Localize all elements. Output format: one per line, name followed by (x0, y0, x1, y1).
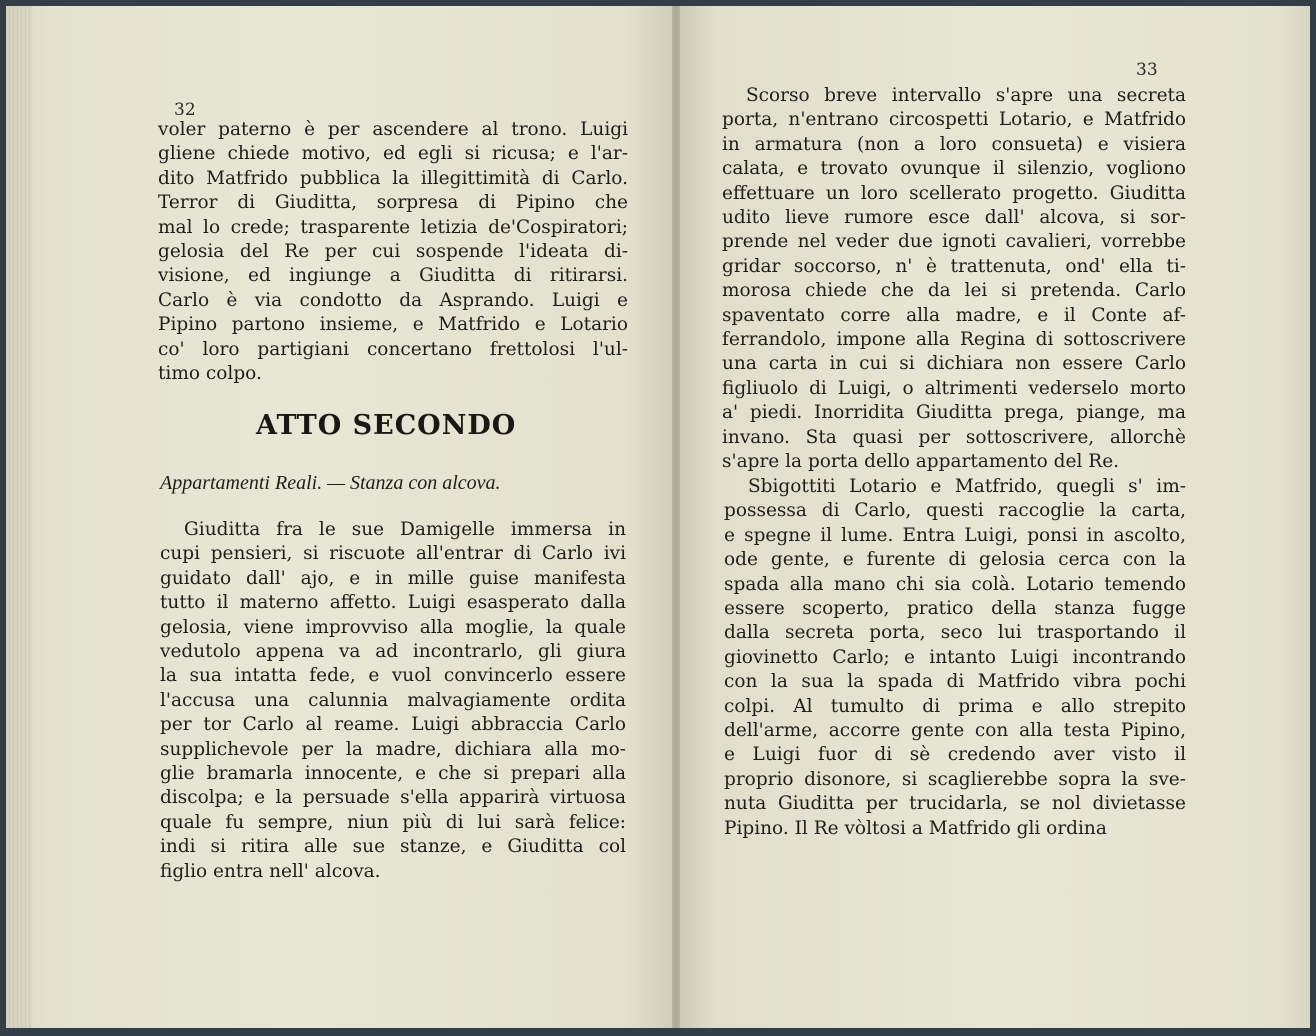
text-line: in armatura (non a loro consueta) e visiera (722, 133, 1186, 155)
text-line: e spegne il lume. Entra Luigi, ponsi in ascolto, (724, 524, 1186, 546)
text-line: tutto il materno affetto. Luigi esasperato dalla (160, 592, 626, 614)
text-line: Pipino partono insieme, e Matfrido e Lotario (158, 314, 628, 336)
text-line: supplichevole per la madre, dichiara alla mo- (160, 738, 626, 760)
text-line: voler paterno è per ascendere al trono. Luigi (158, 119, 628, 140)
text-line: s'apre la porta dello appartamento del Re. (722, 451, 1120, 473)
text-line: spaventato corre alla madre, e il Conte af- (722, 304, 1186, 326)
left-paragraph-2 (160, 518, 626, 884)
text-line: mal lo crede; trasparente letizia de'Cospiratori; (158, 216, 628, 238)
text-line: visione, ed ingiunge a Giuditta di ritirarsi. (158, 265, 628, 287)
page-edges (6, 6, 32, 1028)
text-line: vedutolo appena va ad incontrarlo, gli giura (160, 641, 626, 663)
text-line: nuta Giuditta per trucidarla, se nol divietasse (724, 793, 1186, 815)
text-line: porta, n'entrano circospetti Lotario, e Matfrido (722, 109, 1186, 131)
right-page-number: 33 (1136, 60, 1158, 80)
text-line: la sua intatta fede, e vuol convincerlo essere (160, 665, 626, 687)
text-line: giovinetto Carlo; e intanto Luigi incontrando (724, 646, 1186, 668)
text-line: l'accusa una calunnia malvagiamente ordita (160, 689, 626, 711)
text-line: cupi pensieri, si riscuote all'entrar di Carlo ivi (160, 543, 626, 565)
text-line: ode gente, e furente di gelosia cerca con la (724, 549, 1186, 571)
text-line: dell'arme, accorre gente con alla testa Pipino, (724, 720, 1186, 742)
text-line: Scorso breve intervallo s'apre una secreta (746, 85, 1186, 106)
book-gutter (672, 6, 680, 1028)
text-line: figliuolo di Luigi, o altrimenti vederselo morto (722, 377, 1186, 399)
text-line: prende nel veder due ignoti cavalieri, vorrebbe (722, 231, 1186, 253)
text-line: Pipino. Il Re vòltosi a Matfrido gli ordina (724, 817, 1107, 839)
text-line: colpi. Al tumulto di prima e allo strepito (724, 695, 1186, 717)
text-line: guidato dall' ajo, e in mille guise manifesta (160, 567, 626, 589)
text-line: effettuare un loro scellerato progetto. Giuditta (722, 182, 1186, 204)
text-line: calata, e trovato ovunque il silenzio, vogliono (722, 158, 1186, 180)
text-line: dito Matfrido pubblica la illegittimità di Carlo. (158, 167, 628, 189)
text-line: timo colpo. (158, 363, 262, 385)
text-line: invano. Sta quasi per sottoscrivere, allorchè (722, 426, 1186, 448)
text-line: quale fu sempre, niun più di lui sarà felice: (160, 811, 626, 833)
text-line: possessa di Carlo, questi raccoglie la carta, (724, 500, 1186, 522)
text-line: per tor Carlo al reame. Luigi abbraccia Carlo (160, 714, 626, 736)
text-line: co' loro partigiani concertano frettolosi l'ul- (158, 338, 628, 360)
text-line: e Luigi fuor di sè credendo aver visto il (724, 744, 1186, 766)
right-paragraph-2 (724, 475, 1186, 841)
text-line: glie bramarla innocente, e che si prepari alla (160, 763, 626, 785)
text-line: essere scoperto, pratico della stanza fugge (724, 598, 1186, 620)
text-line: gridar soccorso, n' è trattenuta, ond' ella ti- (722, 255, 1186, 277)
text-line: dalla secreta porta, seco lui trasportando il (724, 622, 1186, 644)
act-heading: ATTO SECONDO (256, 410, 517, 441)
text-line: discolpa; e la persuade s'ella apparirà virtuosa (160, 787, 626, 809)
text-line: gliene chiede motivo, ed egli si ricusa; e l'ar- (158, 143, 628, 165)
text-line: gelosia del Re per cui sospende l'ideata di- (158, 241, 628, 263)
left-page-number: 32 (174, 100, 196, 120)
text-line: spada alla mano chi sia colà. Lotario temendo (724, 573, 1186, 595)
text-line: a' piedi. Inorridita Giuditta prega, piange, ma (722, 402, 1186, 424)
text-line: figlio entra nell' alcova. (160, 860, 381, 882)
text-line: Carlo è via condotto da Asprando. Luigi e (158, 289, 628, 311)
text-line: ferrandolo, impone alla Regina di sottoscrivere (722, 329, 1186, 351)
text-line: udito lieve rumore esce dall' alcova, si sor- (722, 207, 1186, 229)
text-line: indi si ritira alle sue stanze, e Giuditta col (160, 836, 626, 858)
left-paragraph-1 (158, 118, 628, 386)
text-line: gelosia, viene improvviso alla moglie, la quale (160, 616, 626, 638)
text-line: Sbigottiti Lotario e Matfrido, quegli s' im- (748, 476, 1186, 497)
text-line: Giuditta fra le sue Damigelle immersa in (184, 519, 626, 540)
text-line: proprio disonore, si scaglierebbe sopra la sve- (724, 768, 1186, 790)
text-line: con la sua la spada di Matfrido vibra pochi (724, 671, 1186, 693)
right-paragraph-1 (722, 84, 1186, 475)
scene-description: Appartamenti Reali. — Stanza con alcova. (160, 472, 501, 494)
text-line: una carta in cui si dichiara non essere Carlo (722, 353, 1186, 375)
text-line: morosa chiede che da lei si pretenda. Carlo (722, 280, 1186, 302)
text-line: Terror di Giuditta, sorpresa di Pipino che (158, 192, 628, 214)
